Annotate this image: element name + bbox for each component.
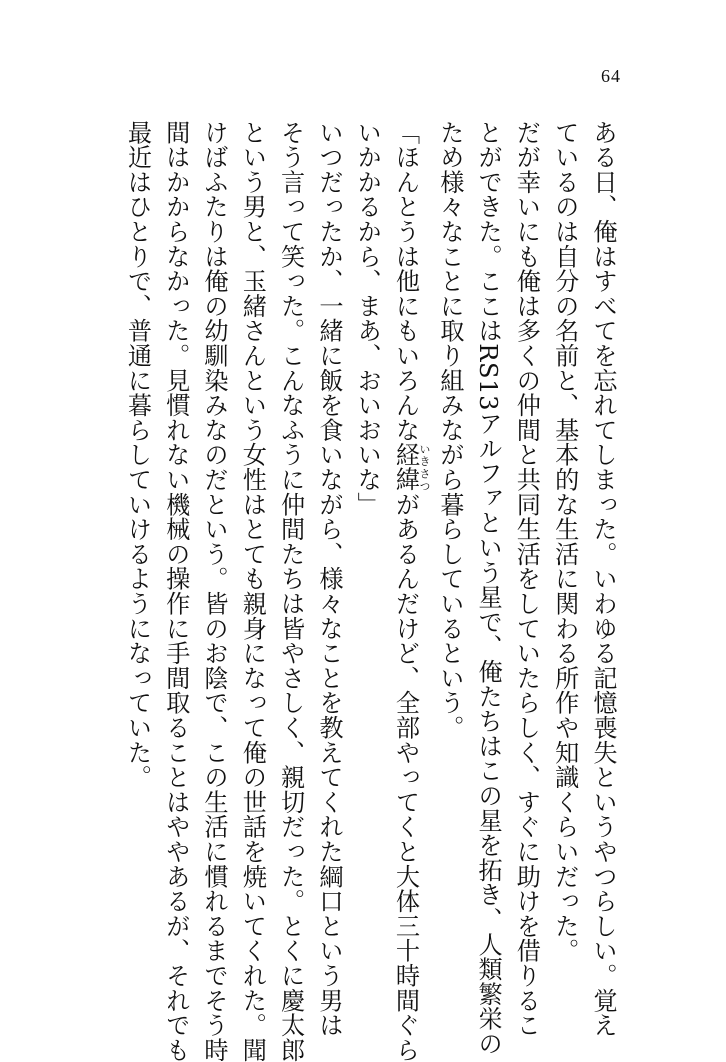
dialogue-continued: があるんだけど、全部やってくと大体三十時間ぐら	[391, 492, 420, 1062]
vertical-body-text	[118, 120, 622, 1062]
text-line-9: そう言って笑った。こんなふうに仲間たちは皆やさしく、親切だった。とくに慶太郎	[276, 120, 305, 1062]
text-line-13: 最近はひとりで、普通に暮らしていけるようになっていた。	[123, 120, 152, 790]
page-number: 64	[601, 66, 621, 86]
ruby-reading: いきさつ	[418, 442, 432, 492]
dialogue-start: 「ほんとうは他にもいろんな	[391, 120, 420, 443]
text-line-4: とができた。ここはRS13アルファという星で、俺たちはこの星を拓き、人類繁栄の	[474, 120, 503, 1056]
ruby-word	[391, 442, 432, 493]
text-line-3: だが幸いにも俺は多くの仲間と共同生活をしていたらしく、すぐに助けを借りるこ	[512, 120, 541, 1038]
text-line-8: いつだったか、一緒に飯を食いながら、様々なことを教えてくれた綱口という男は	[314, 120, 343, 1038]
text-line-6-dialogue	[386, 120, 432, 1062]
text-line-10: という男と、玉緒さんという女性はとても親身になって俺の世話を焼いてくれた。聞	[238, 120, 267, 1062]
text-line-7: いかかるから、まあ、おいおいな」	[353, 120, 382, 517]
text-line-11: けばふたりは俺の幼馴染みなのだという。皆のお陰で、この生活に慣れるまでそう時	[200, 120, 229, 1062]
text-line-2: ているのは自分の名前と、基本的な生活に関わる所作や知識くらいだった。	[550, 120, 579, 964]
text-line-12: 間はかからなかった。見慣れない機械の操作に手間取ることはややあるが、それでも	[161, 120, 190, 1062]
ruby-base: 経緯	[391, 442, 420, 493]
text-line-1: ある日、俺はすべてを忘れてしまった。いわゆる記憶喪失というやつらしい。覚え	[589, 120, 617, 1038]
text-line-5: ため様々なことに取り組みながら暮らしているという。	[435, 120, 464, 740]
